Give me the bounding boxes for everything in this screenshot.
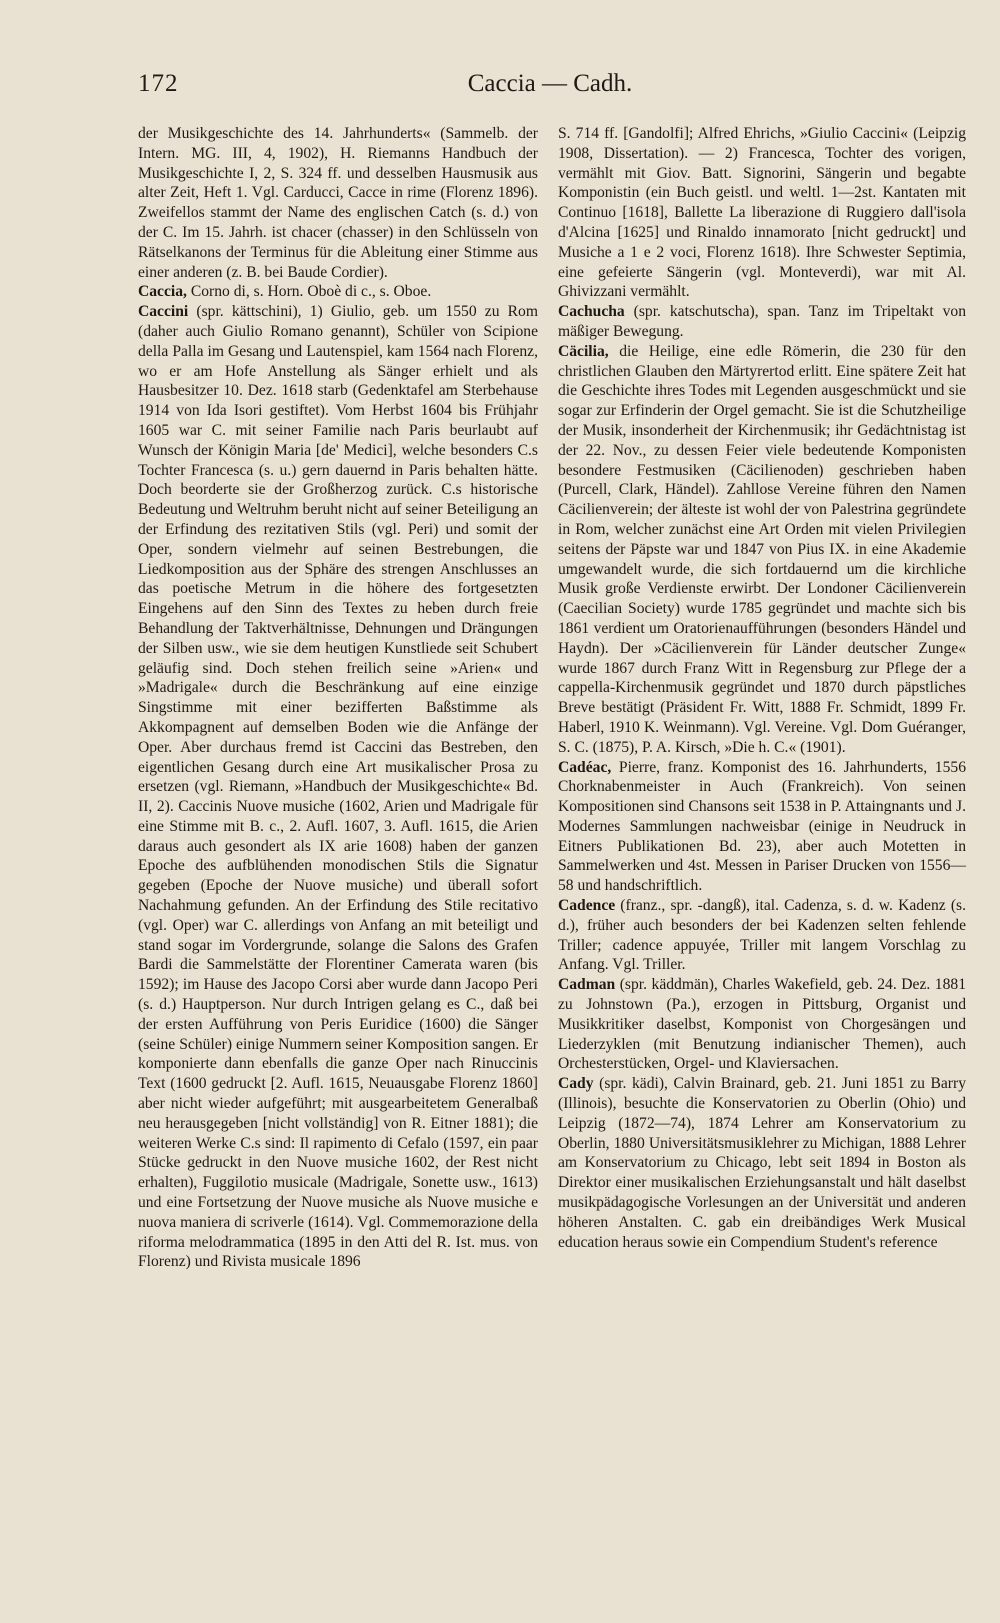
entry-text: S. 714 ff. [Gandolfi]; Alfred Ehrichs, »Giulio Caccini« (Leipzig 1908, Dissertation). — 2) Francesca, Tochter des vorigen, vermählt mit Giov. Batt. Signorini, Sängerin und begabte Komponistin (ein Buch geistl. und weltl. 1—2st. Kantaten mit Continuo [1618], Ballette La liberazione di Ruggiero dall'isola d'Alcina [1625] und Rinaldo innamorato [nicht gedruckt] und Musiche a 1 e 2 voci, Florenz 1618). Ihre Schwester Septimia, eine gefeierte Sängerin (vgl. Monteverdi), war mit Al. Ghivizzani vermählt.	[558, 125, 966, 301]
dictionary-entry	[138, 302, 538, 1272]
left-column	[138, 124, 538, 1272]
page-header	[138, 70, 962, 110]
entry-headword: Caccia,	[138, 283, 187, 301]
entry-headword: Caccini	[138, 303, 189, 321]
entry-continuation	[558, 124, 966, 302]
entry-text: (spr. katschutscha), span. Tanz im Tripeltakt von mäßiger Bewegung.	[558, 303, 966, 340]
entry-text: (franz., spr. -dangß), ital. Cadenza, s. d. w. Kadenz (s. d.), früher auch besonders der bei Kadenzen selten fehlende Triller; cadence appuyée, Triller mit langem Vorschlag zu Anfang. Vgl. Triller.	[558, 897, 966, 974]
entry-headword: Cadéac,	[558, 758, 612, 776]
entry-text: (spr. kädi), Calvin Brainard, geb. 21. Juni 1851 zu Barry (Illinois), besuchte die Konservatorien zu Oberlin (Ohio) und Leipzig (1872—74), 1874 Lehrer am Konservatorium zu Oberlin, 1880 Universitätsmusiklehrer zu Michigan, 1888 Lehrer am Konservatorium zu Chicago, lebt seit 1894 in Boston als Direktor einer musikalischen Erziehungsanstalt und hält daselbst musikpädagogische Vorlesungen an der Universität und anderen höheren Anstalten. C. gab ein dreibändiges Werk Musical education heraus sowie ein Compendium Student's reference	[558, 1075, 966, 1251]
entry-text: Pierre, franz. Komponist des 16. Jahrhunderts, 1556 Chorknabenmeister in Auch (Frankreich). Von seinen Kompositionen sind Chansons seit 1538 in P. Attaingnants und J. Modernes Sammlungen nachweisbar (einige in Neudruck in Eitners Publikationen Bd. 23), aber auch Motetten in Sammelwerken und 4st. Messen in Pariser Drucken von 1556—58 und handschriftlich.	[558, 758, 966, 895]
page-number: 172	[138, 70, 179, 97]
dictionary-entry	[558, 302, 966, 342]
entry-headword: Cäcilia,	[558, 342, 609, 360]
dictionary-entry	[558, 896, 966, 975]
dictionary-entry	[558, 342, 966, 758]
entry-text: (spr. kättschini), 1) Giulio, geb. um 1550 zu Rom (daher auch Giulio Romano genannt), Schüler von Scipione della Palla im Gesang und Lautenspiel, kam 1564 nach Florenz, wo er am Hofe Anstellung als Sänger erhielt und als Hausbesitzer 10. Dez. 1618 starb (Gedenktafel am Sterbehause 1914 von Ida Isori gestiftet). Vom Herbst 1604 bis Frühjahr 1605 war C. mit seiner Familie nach Paris beurlaubt auf Wunsch der Königin Maria [de' Medici], welche besonders C.s Tochter Francesca (s. u.) gern dauernd in Paris behalten hätte. Doch beorderte sie der Großherzog zurück. C.s historische Bedeutung und Weltruhm beruht nicht auf seiner Beteiligung an der Erfindung des rezitativen Stils (vgl. Peri) und somit der Oper, sondern vielmehr auf seinen Bestrebungen, die Liedkomposition aus der Sphäre des strengen Anschlusses an das poetische Metrum in die höhere des fortgesetzten Eingehens auf den Sinn des Textes zu heben durch freie Behandlung der Taktverhältnisse, Dehnungen und Drängungen der Silben usw., wie sie dem heutigen Kunstliede seit Schubert geläufig sind. Doch stehen freilich seine »Arien« und »Madrigale« durch die Beschränkung auf eine einzige Singstimme mit einer bezifferten Baßstimme als Akkompagnent auf demselben Boden wie die Anfänge der Oper. Aber durchaus fremd ist Caccini das Bestreben, den eigentlichen Gesang durch eine Art musikalischer Prosa zu ersetzen (vgl. Riemann, »Handbuch der Musikgeschichte« Bd. II, 2). Caccinis Nuove musiche (1602, Arien und Madrigale für eine Stimme mit B. c., 2. Aufl. 1607, 3. Aufl. 1615, die Arien daraus auch gesondert als IX arie 1608) haben der ganzen Epoche des aufblühenden monodischen Stils die Signatur gegeben (Epoche der Nuove musiche) und überall sofort Nachahmung gefunden. An der Erfindung des Stile recitativo (vgl. Oper) war C. allerdings von Anfang an mit beteiligt und stand sogar im Vordergrunde, solange die Salons des Grafen Bardi die Sammelstätte der Florentiner Camerata waren (bis 1592); im Hause des Jacopo Corsi aber wurde dann Jacopo Peri (s. d.) Hauptperson. Nur durch Intrigen gelang es C., daß bei der ersten Aufführung von Peris Euridice (1600) die Sänger (seine Schüler) einige Nummern seiner Komposition sangen. Er komponierte dann ebenfalls die ganze Oper nach Rinuccinis Text (1600 gedruckt [2. Aufl. 1615, Neuausgabe Florenz 1860] aber nicht wieder aufgeführt; mit ausgearbeitetem Generalbaß neu herausgegeben [nicht vollständig] von R. Eitner 1881); die weiteren Werke C.s sind: Il rapimento di Cefalo (1597, ein paar Stücke gedruckt in den Nuove musiche 1602, der Rest nicht erhalten), Fuggilotio musicale (Madrigale, Sonette usw., 1613) und eine Fortsetzung der Nuove musiche als Nuove musiche e nuova maniera di scriverle (1614). Vgl. Commemorazione della riforma melodrammatica (1895 in den Atti del R. Ist. mus. von Florenz) und Rivista musicale 1896	[138, 303, 538, 1271]
running-head: Caccia — Cadh.	[467, 70, 633, 97]
entry-text: Corno di, s. Horn. Oboè di c., s. Oboe.	[186, 283, 432, 301]
entry-text: (spr. käddmän), Charles Wakefield, geb. 24. Dez. 1881 zu Johnstown (Pa.), erzogen in Pittsburg, Organist und Musikkritiker daselbst, Komponist von Chorgesängen und Liederzyklen (mit Benutzung indianischer Themen), auch Orchesterstücken, Orgel- und Klaviersachen.	[558, 976, 966, 1073]
entry-continuation	[138, 124, 538, 282]
entry-headword: Cadence	[558, 897, 616, 915]
entry-headword: Cachucha	[558, 303, 625, 321]
entry-text: die Heilige, eine edle Römerin, die 230 für den christlichen Glauben den Märtyrertod erlitt. Eine spätere Zeit hat die Geschichte ihres Todes mit Legenden ausgeschmückt und sie sogar zur Erfinderin der Orgel gemacht. Sie ist die Schutzheilige der Musik, insonderheit der Kirchenmusik; ihr Gedächtnistag ist der 22. Nov., zu dessen Feier viele bedeutende Komponisten besondere Festmusiken (Cäcilienoden) geschrieben haben (Purcell, Clark, Händel). Zahllose Vereine führen den Namen Cäcilienverein; der älteste ist wohl der von Palestrina gegründete in Rom, welcher zunächst eine Art Orden mit vielen Privilegien seitens der Päpste war und 1847 von Pius IX. in eine Akademie umgewandelt wurde, die sich fortdauernd um die kirchliche Musik große Verdienste erwirbt. Der Londoner Cäcilienverein (Caecilian Society) wurde 1785 gegründet und machte sich bis 1861 verdient um Oratorienaufführungen (besonders Händel und Haydn). Der »Cäcilienverein für Länder deutscher Zunge« wurde 1867 durch Franz Witt in Regensburg zur Pflege der a cappella-Kirchenmusik gegründet und 1870 durch päpstliches Breve bestätigt (Präsident Fr. Witt, 1888 Fr. Schmidt, 1899 Fr. Haberl, 1910 K. Weinmann). Vgl. Vereine. Vgl. Dom Guéranger, S. C. (1875), P. A. Kirsch, »Die h. C.« (1901).	[558, 342, 966, 756]
dictionary-entry	[558, 1074, 966, 1252]
dictionary-entry	[138, 282, 538, 302]
right-column	[558, 124, 966, 1252]
entry-text: der Musikgeschichte des 14. Jahrhunderts« (Sammelb. der Intern. MG. III, 4, 1902), H. Riemanns Handbuch der Musikgeschichte I, 2, S. 324 ff. und desselben Hausmusik aus alter Zeit, Heft 1. Vgl. Carducci, Cacce in rime (Florenz 1896). Zweifellos stammt der Name des englischen Catch (s. d.) von der C. Im 15. Jahrh. ist chacer (chasser) in den Schlüsseln von Rätselkanons der Terminus für die Ableitung einer Stimme aus einer anderen (z. B. bei Baude Cordier).	[138, 125, 538, 281]
entry-headword: Cadman	[558, 976, 616, 994]
entry-headword: Cady	[558, 1075, 594, 1093]
dictionary-entry	[558, 975, 966, 1074]
dictionary-entry	[558, 758, 966, 897]
